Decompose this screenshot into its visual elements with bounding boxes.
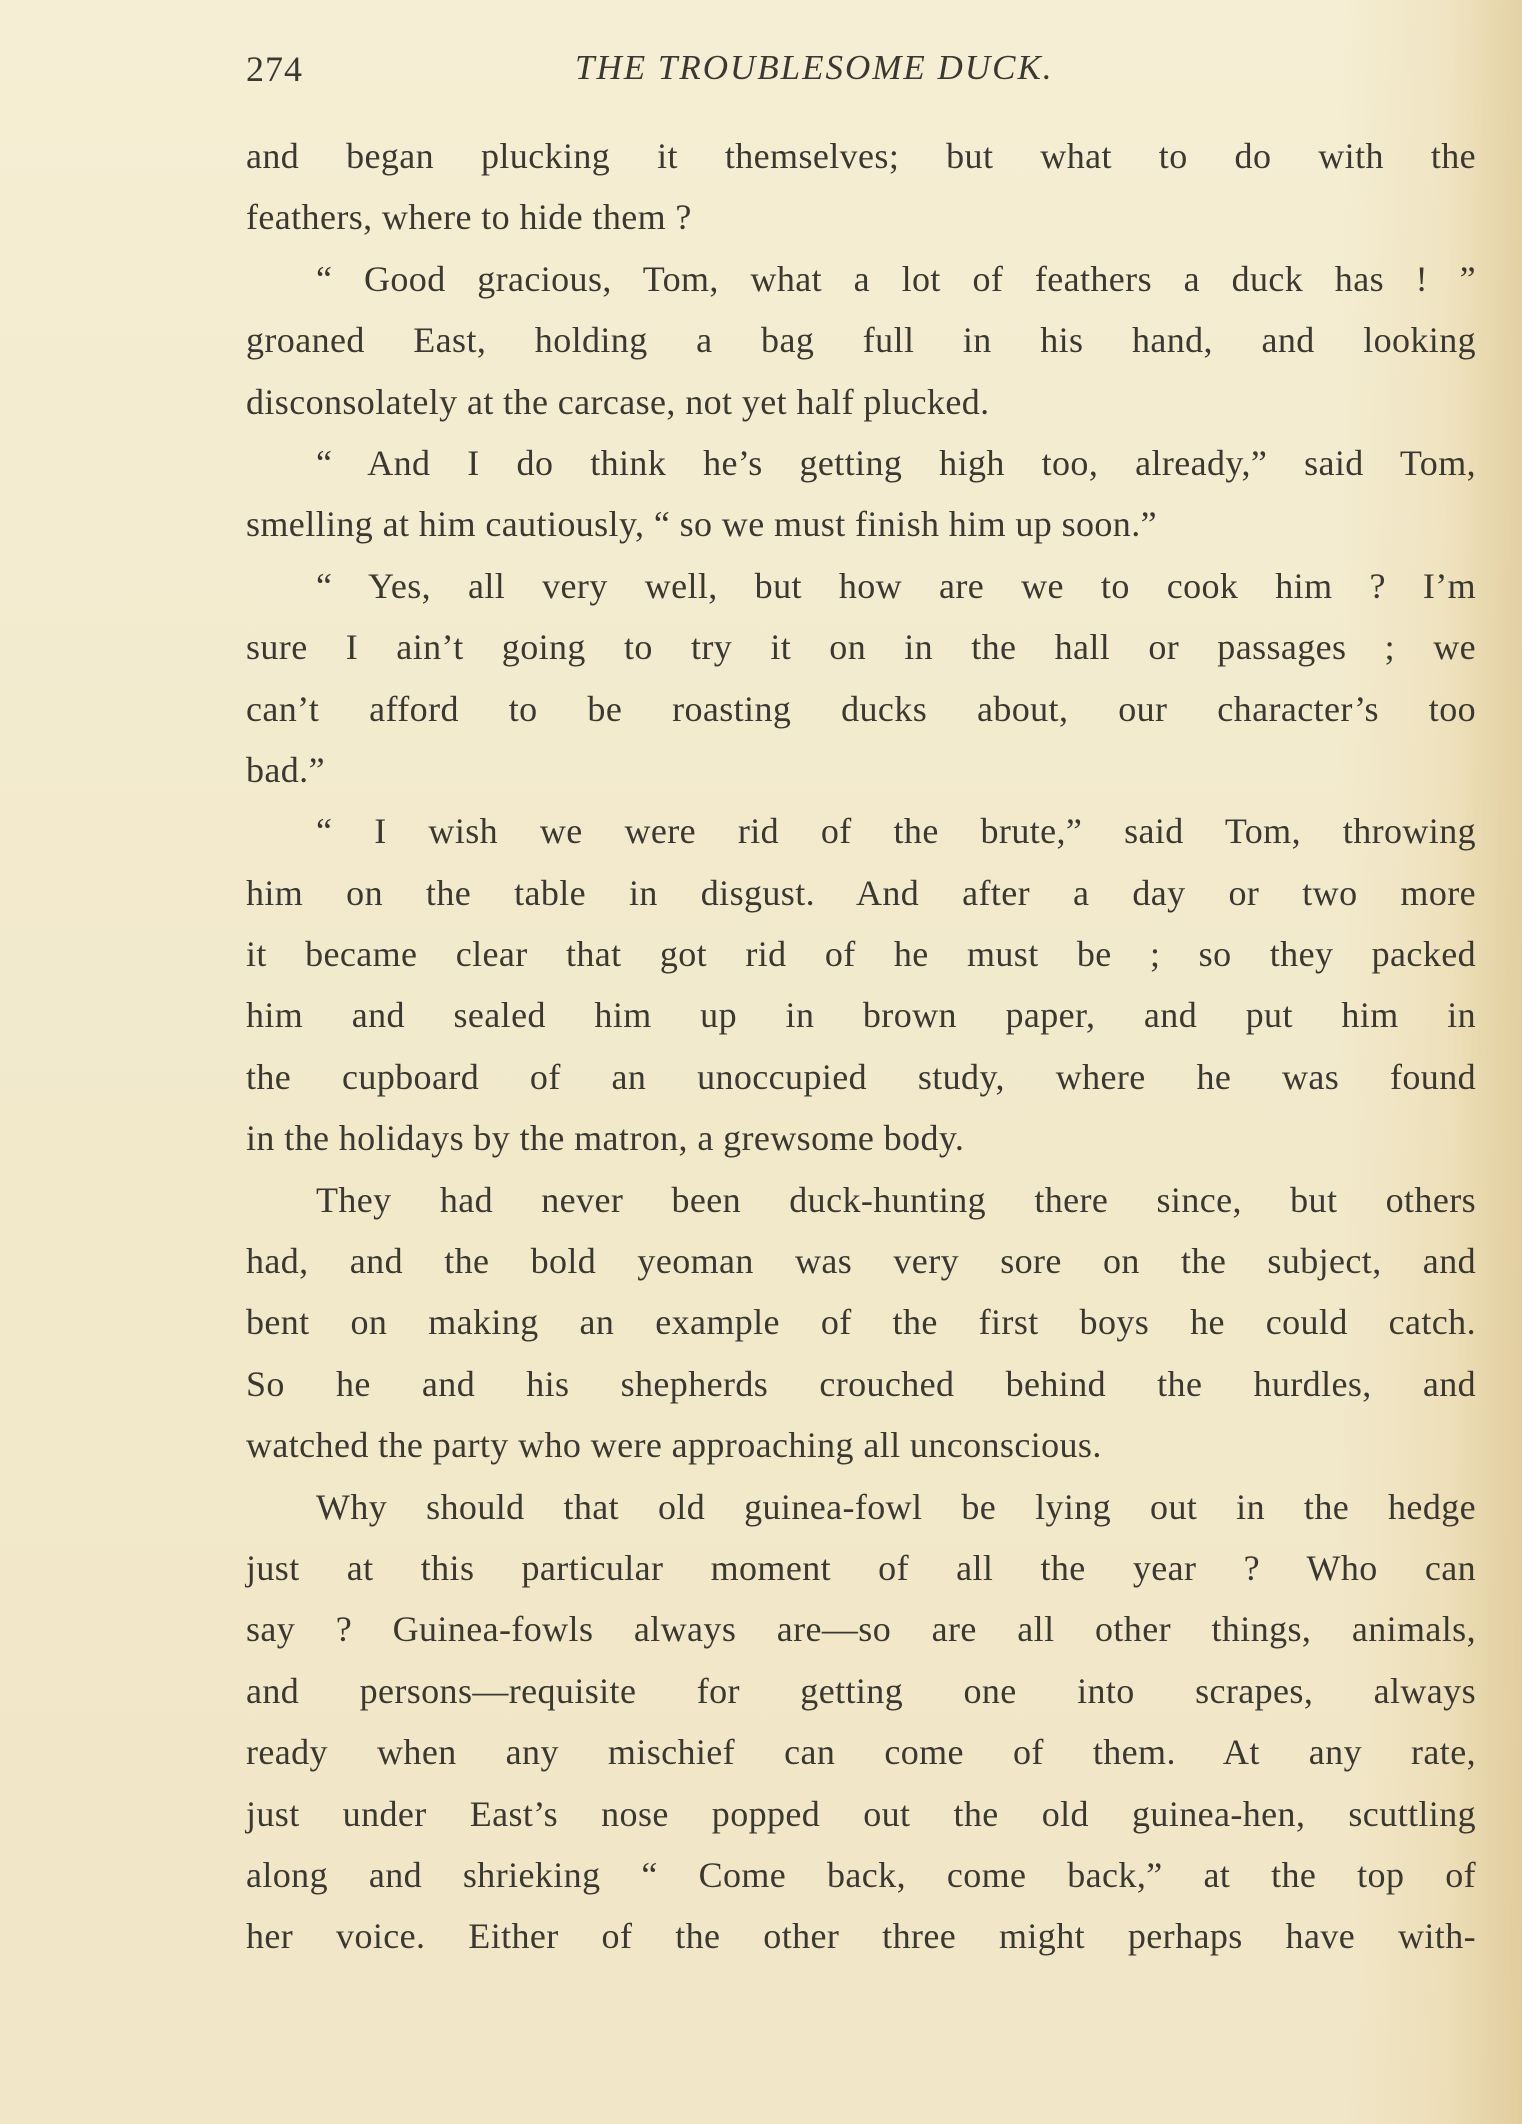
- text-line: and began plucking it themselves; but what to do with the: [246, 136, 1476, 176]
- text-line: They had never been duck-hunting there since, but others: [316, 1179, 1476, 1220]
- text-line: bad.”: [246, 749, 325, 790]
- text-line: Why should that old guinea-fowl be lying out in the hedge: [316, 1486, 1476, 1527]
- text-line: her voice. Either of the other three might perhaps have with-: [246, 1916, 1476, 1957]
- text-line: just at this particular moment of all the year ? Who can: [246, 1547, 1476, 1588]
- text-line: can’t afford to be roasting ducks about, our character’s too: [246, 688, 1476, 729]
- running-head: THE TROUBLESOME DUCK.: [575, 48, 1054, 87]
- text-line: ready when any mischief can come of them. At any rate,: [246, 1732, 1476, 1773]
- text-line: it became clear that got rid of he must be ; so they packed: [246, 934, 1476, 975]
- text-line: “ I wish we were rid of the brute,” said Tom, throwing: [316, 811, 1476, 852]
- text-line: and persons—requisite for getting one into scrapes, always: [246, 1670, 1476, 1711]
- page-number: 274: [246, 49, 303, 89]
- text-line: him and sealed him up in brown paper, and put him in: [246, 995, 1476, 1036]
- text-line: watched the party who were approaching all unconscious.: [246, 1425, 1102, 1466]
- text-line: “ Yes, all very well, but how are we to cook him ? I’m: [316, 565, 1476, 606]
- text-line: “ Good gracious, Tom, what a lot of feathers a duck has ! ”: [316, 258, 1476, 299]
- text-line: had, and the bold yeoman was very sore on the subject, and: [246, 1241, 1476, 1282]
- text-line: say ? Guinea-fowls always are—so are all other things, animals,: [246, 1609, 1476, 1650]
- text-line: So he and his shepherds crouched behind the hurdles, and: [246, 1363, 1476, 1404]
- text-line: along and shrieking “ Come back, come back,” at the top of: [246, 1854, 1476, 1895]
- text-line: feathers, where to hide them ?: [246, 197, 692, 238]
- text-line: sure I ain’t going to try it on in the hall or passages ; we: [246, 627, 1476, 668]
- text-line: groaned East, holding a bag full in his hand, and looking: [246, 320, 1476, 361]
- text-line: disconsolately at the carcase, not yet half plucked.: [246, 381, 990, 422]
- page-header: [246, 48, 1476, 94]
- text-line: the cupboard of an unoccupied study, where he was found: [246, 1056, 1476, 1097]
- text-line: bent on making an example of the first boys he could catch.: [246, 1302, 1476, 1343]
- text-line: just under East’s nose popped out the old guinea-hen, scuttling: [246, 1793, 1476, 1834]
- text-line: him on the table in disgust. And after a day or two more: [246, 872, 1476, 913]
- text-line: in the holidays by the matron, a grewsome body.: [246, 1118, 965, 1159]
- text-line: “ And I do think he’s getting high too, already,” said Tom,: [316, 442, 1476, 483]
- body-text: [246, 126, 1476, 1968]
- text-line: smelling at him cautiously, “ so we must finish him up soon.”: [246, 504, 1157, 545]
